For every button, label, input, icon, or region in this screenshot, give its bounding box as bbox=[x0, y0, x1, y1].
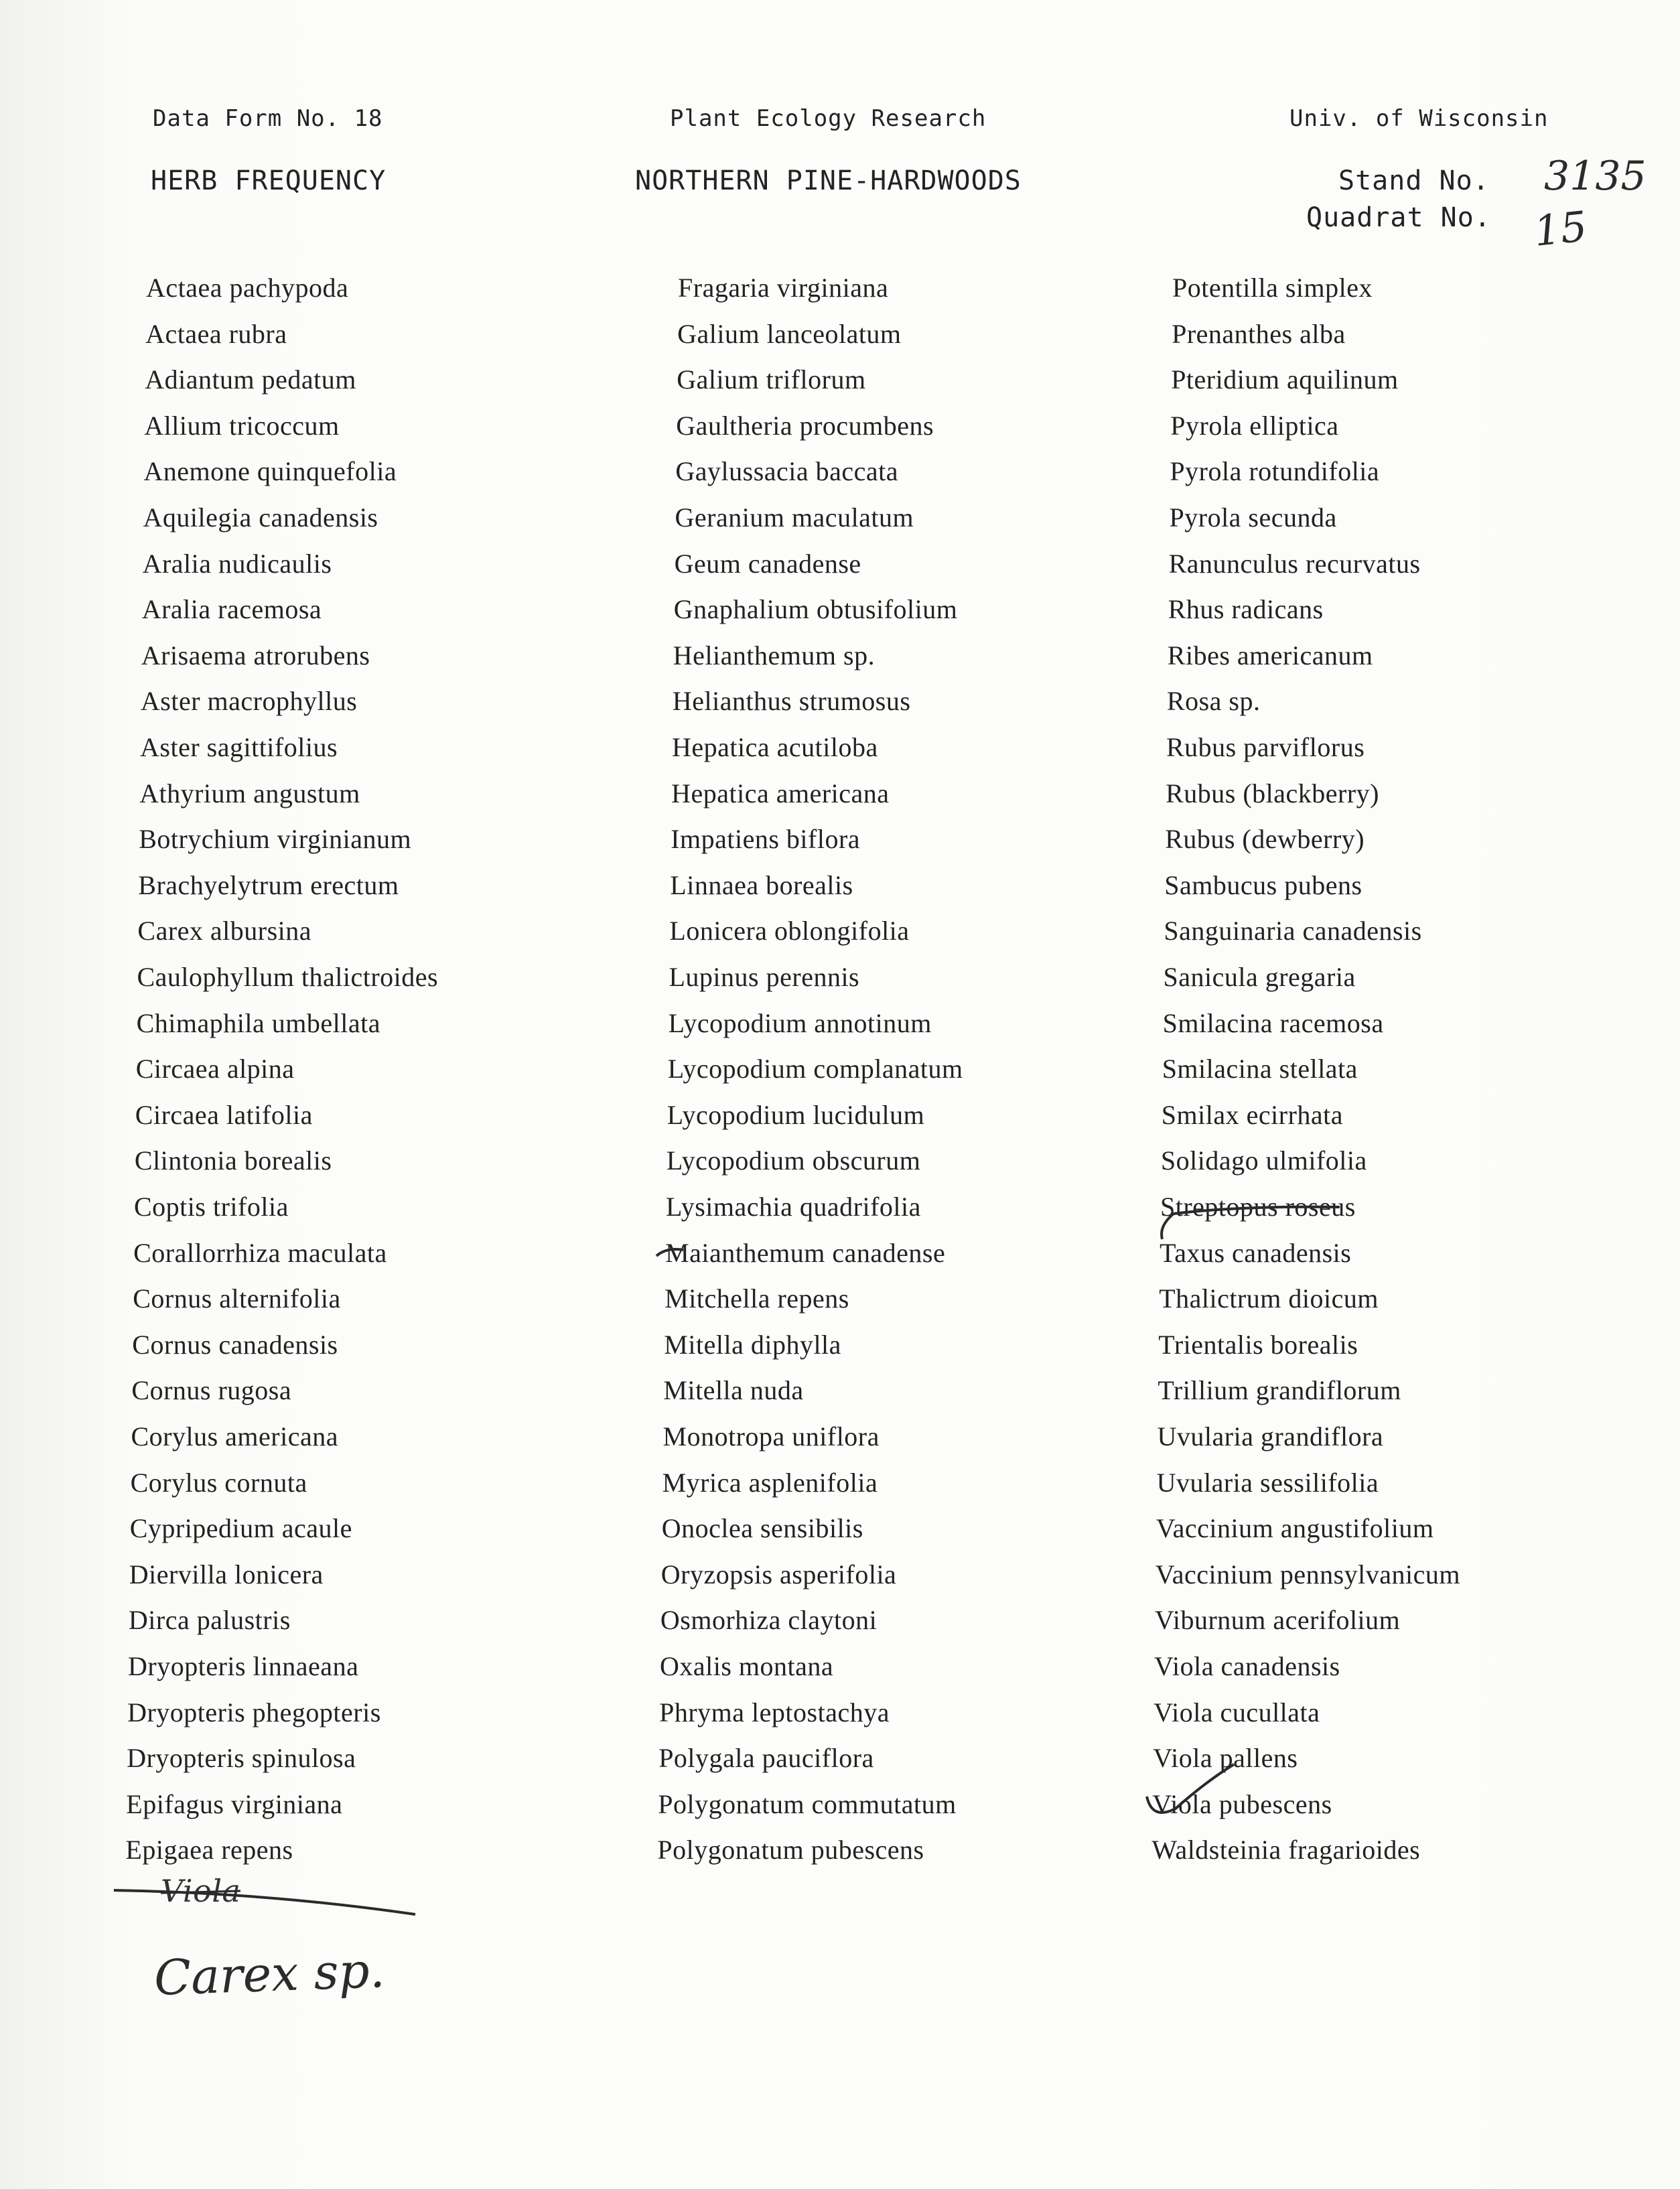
species-entry: Pyrola rotundifolia bbox=[1170, 456, 1380, 487]
species-entry: Caulophyllum thalictroides bbox=[137, 962, 439, 992]
species-entry: Onoclea sensibilis bbox=[661, 1513, 863, 1544]
species-entry: Aquilegia canadensis bbox=[143, 502, 378, 533]
species-entry: Cornus alternifolia bbox=[133, 1283, 341, 1314]
species-entry: Lycopodium lucidulum bbox=[667, 1099, 925, 1130]
species-entry: Hepatica americana bbox=[671, 778, 890, 808]
species-entry: Arisaema atrorubens bbox=[141, 640, 370, 670]
species-entry: Circaea latifolia bbox=[135, 1099, 313, 1130]
species-entry: Taxus canadensis bbox=[1160, 1237, 1352, 1268]
species-entry: Cornus canadensis bbox=[132, 1329, 338, 1360]
species-entry: Thalictrum dioicum bbox=[1159, 1283, 1379, 1314]
species-entry: Brachyelytrum erectum bbox=[138, 869, 399, 900]
species-entry: Circaea alpina bbox=[135, 1054, 295, 1084]
species-entry: Dryopteris spinulosa bbox=[127, 1743, 356, 1774]
species-entry: Athyrium angustum bbox=[139, 778, 360, 808]
species-entry: Rubus (blackberry) bbox=[1166, 778, 1379, 808]
species-entry: Polygonatum commutatum bbox=[658, 1788, 957, 1819]
species-entry: Dirca palustris bbox=[128, 1605, 291, 1636]
species-entry: Impatiens biflora bbox=[671, 824, 861, 855]
species-entry: Helianthemum sp. bbox=[673, 640, 876, 670]
species-entry: Mitchella repens bbox=[664, 1283, 849, 1314]
species-entry: Lonicera oblongifolia bbox=[669, 916, 910, 946]
species-entry: Gnaphalium obtusifolium bbox=[673, 594, 958, 625]
quadrat-number-value: 15 bbox=[1531, 202, 1590, 256]
species-entry: Myrica asplenifolia bbox=[662, 1467, 878, 1498]
species-entry: Oxalis montana bbox=[660, 1651, 834, 1681]
species-entry: Gaylussacia baccata bbox=[675, 456, 899, 487]
species-entry: Mitella nuda bbox=[663, 1375, 804, 1406]
species-entry: Polygonatum pubescens bbox=[657, 1835, 924, 1865]
form-title: HERB FREQUENCY bbox=[151, 165, 387, 196]
species-entry: Rosa sp. bbox=[1166, 686, 1261, 717]
species-entry: Actaea rubra bbox=[145, 318, 287, 349]
stand-number-value: 3135 bbox=[1544, 153, 1647, 200]
species-entry: Smilax ecirrhata bbox=[1161, 1099, 1344, 1130]
species-entry: Cypripedium acaule bbox=[129, 1513, 352, 1544]
species-entry: Waldsteinia fragarioides bbox=[1151, 1835, 1421, 1865]
species-entry: Pyrola elliptica bbox=[1170, 410, 1339, 441]
species-entry: Vaccinium angustifolium bbox=[1156, 1513, 1434, 1544]
species-entry: Solidago ulmifolia bbox=[1160, 1145, 1367, 1176]
species-entry: Epifagus virginiana bbox=[126, 1788, 343, 1819]
species-entry: Pyrola secunda bbox=[1169, 502, 1337, 533]
species-entry: Carex albursina bbox=[137, 916, 312, 946]
species-entry: Clintonia borealis bbox=[134, 1145, 332, 1176]
species-entry: Pteridium aquilinum bbox=[1171, 364, 1399, 395]
species-entry: Gaultheria procumbens bbox=[676, 410, 934, 441]
species-entry: Aralia nudicaulis bbox=[142, 548, 332, 579]
species-entry: Ranunculus recurvatus bbox=[1168, 548, 1421, 579]
species-entry: Aster macrophyllus bbox=[140, 686, 358, 717]
university-name: Univ. of Wisconsin bbox=[1289, 105, 1549, 132]
species-entry: Phryma leptostachya bbox=[659, 1697, 890, 1727]
species-entry: Lupinus perennis bbox=[669, 962, 860, 992]
species-entry: Prenanthes alba bbox=[1172, 318, 1346, 349]
species-entry: Chimaphila umbellata bbox=[136, 1007, 380, 1038]
added-handwritten-entry: Carex sp. bbox=[153, 1942, 386, 2006]
species-entry: Rubus parviflorus bbox=[1166, 732, 1365, 762]
species-entry: Corylus cornuta bbox=[130, 1467, 307, 1498]
species-entry: Potentilla simplex bbox=[1172, 273, 1373, 303]
species-entry: Sanicula gregaria bbox=[1163, 962, 1356, 992]
community-type: NORTHERN PINE-HARDWOODS bbox=[635, 165, 1022, 196]
species-entry: Rhus radicans bbox=[1168, 594, 1324, 625]
species-entry: Uvularia grandiflora bbox=[1157, 1421, 1384, 1452]
species-entry: Allium tricoccum bbox=[144, 410, 340, 441]
species-entry: Oryzopsis asperifolia bbox=[660, 1559, 897, 1590]
species-entry: Linnaea borealis bbox=[670, 869, 853, 900]
species-entry: Lysimachia quadrifolia bbox=[666, 1192, 921, 1222]
species-entry: Diervilla lonicera bbox=[129, 1559, 324, 1590]
organization-name: Plant Ecology Research bbox=[670, 105, 987, 132]
species-entry: Hepatica acutiloba bbox=[672, 732, 878, 762]
stand-number-label: Stand No. bbox=[1338, 165, 1490, 196]
species-entry: Osmorhiza claytoni bbox=[660, 1605, 878, 1636]
species-entry: Viola cucullata bbox=[1153, 1697, 1320, 1727]
species-entry: Trientalis borealis bbox=[1158, 1329, 1358, 1360]
species-entry: Rubus (dewberry) bbox=[1165, 824, 1365, 855]
species-entry: Monotropa uniflora bbox=[662, 1421, 880, 1452]
species-entry: Fragaria virginiana bbox=[678, 273, 889, 303]
species-entry: Geum canadense bbox=[674, 548, 861, 579]
species-entry: Vaccinium pennsylvanicum bbox=[1155, 1559, 1461, 1590]
species-entry: Geranium maculatum bbox=[675, 502, 914, 533]
species-entry: Polygala pauciflora bbox=[658, 1743, 874, 1774]
species-entry: Cornus rugosa bbox=[131, 1375, 292, 1406]
species-entry: Botrychium virginianum bbox=[139, 824, 412, 855]
species-entry: Sambucus pubens bbox=[1164, 869, 1362, 900]
species-entry: Epigaea repens bbox=[125, 1835, 293, 1865]
quadrat-number-label: Quadrat No. bbox=[1306, 202, 1491, 233]
species-entry: Corallorrhiza maculata bbox=[133, 1237, 387, 1268]
species-entry: Dryopteris phegopteris bbox=[127, 1697, 381, 1727]
species-entry: Lycopodium obscurum bbox=[666, 1145, 921, 1176]
species-entry: Lycopodium complanatum bbox=[667, 1054, 963, 1084]
species-entry: Trillium grandiflorum bbox=[1158, 1375, 1401, 1406]
species-entry: Viola canadensis bbox=[1154, 1651, 1340, 1681]
species-entry: Streptopus roseus bbox=[1160, 1192, 1356, 1222]
species-entry: Ribes americanum bbox=[1167, 640, 1373, 670]
species-entry: Actaea pachypoda bbox=[146, 273, 349, 303]
species-entry: Coptis trifolia bbox=[134, 1192, 289, 1222]
form-number: Data Form No. 18 bbox=[153, 105, 383, 132]
species-entry: Aster sagittifolius bbox=[140, 732, 338, 762]
species-entry: Smilacina racemosa bbox=[1162, 1007, 1384, 1038]
species-entry: Aralia racemosa bbox=[141, 594, 322, 625]
species-entry: Viola pubescens bbox=[1152, 1788, 1332, 1819]
species-entry: Galium triflorum bbox=[677, 364, 866, 395]
species-entry: Viburnum acerifolium bbox=[1154, 1605, 1401, 1636]
strike-stroke bbox=[114, 1890, 415, 1914]
species-entry: Helianthus strumosus bbox=[672, 686, 911, 717]
species-entry: Maianthemum canadense bbox=[665, 1237, 946, 1268]
species-entry: Lycopodium annotinum bbox=[668, 1007, 932, 1038]
species-entry: Smilacina stellata bbox=[1162, 1054, 1358, 1084]
species-entry: Dryopteris linnaeana bbox=[128, 1651, 359, 1681]
species-entry: Adiantum pedatum bbox=[145, 364, 356, 395]
species-entry: Viola pallens bbox=[1153, 1743, 1298, 1774]
species-entry: Corylus americana bbox=[131, 1421, 338, 1452]
species-entry: Mitella diphylla bbox=[664, 1329, 841, 1360]
species-entry: Anemone quinquefolia bbox=[143, 456, 397, 487]
species-entry: Galium lanceolatum bbox=[677, 318, 902, 349]
species-entry: Sanguinaria canadensis bbox=[1164, 916, 1422, 946]
species-entry: Uvularia sessilifolia bbox=[1156, 1467, 1379, 1498]
struck-handwritten-entry: Viola bbox=[161, 1873, 241, 1909]
